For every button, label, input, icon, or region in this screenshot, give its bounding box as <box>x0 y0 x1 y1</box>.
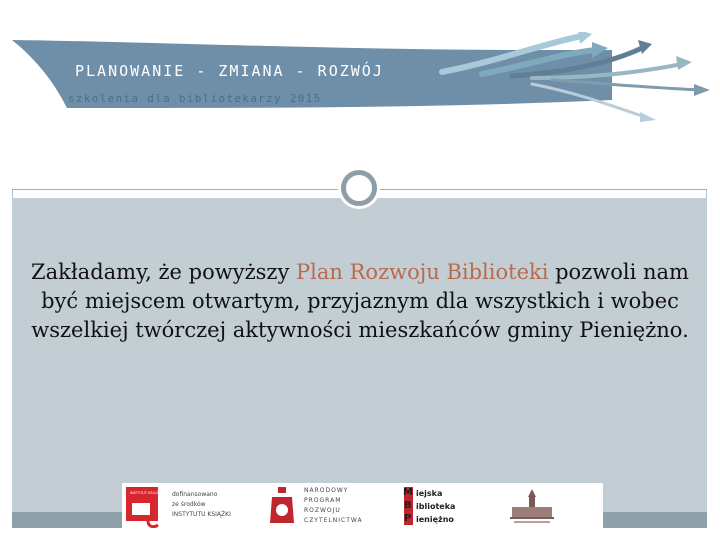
npr-line-2: PROGRAM <box>304 497 342 504</box>
mbp-letter-m: M <box>403 487 413 498</box>
ik-line-3: INSTYTUTU KSIĄŻKI <box>172 511 231 518</box>
mbp-line-2: iblioteka <box>416 502 456 511</box>
npr-emblem-icon <box>264 483 300 528</box>
gmina-building-logo <box>502 483 592 528</box>
statement-part-2: pozwoli nam być miejscem otwartym, przyjaznym dla wszystkich i wobec wszelkiej twórczej aktywności mieszkańców gminy Pieniężno. <box>31 260 689 342</box>
banner-subtitle: szkolenia dla bibliotekarzy 2015 <box>68 92 322 105</box>
statement-part-1: Zakładamy, że powyższy <box>31 260 297 284</box>
ik-box-text: INSTYTUT KSIĄŻKI <box>130 491 162 495</box>
instytut-ksiazki-logo <box>122 483 252 528</box>
sponsor-logo-strip <box>122 483 603 528</box>
narodowy-program-logo <box>264 483 384 528</box>
mbp-line-1: iejska <box>416 489 443 498</box>
mbp-line-3: ieniężno <box>416 515 454 524</box>
gmina-building-icon <box>502 483 562 528</box>
miejska-biblioteka-logo <box>404 483 494 528</box>
divider-circle-icon <box>341 170 377 206</box>
npr-line-4: CZYTELNICTWA <box>304 517 363 524</box>
mbp-letter-p: P <box>404 513 412 524</box>
statement-highlight: Plan Rozwoju Biblioteki <box>296 260 549 284</box>
npr-line-1: NARODOWY <box>304 487 349 494</box>
mbp-letter-b: B <box>404 500 412 511</box>
statement-text <box>22 258 698 345</box>
instytut-ksiazki-emblem-icon <box>122 483 166 528</box>
content-area <box>12 198 707 512</box>
banner-title: PLANOWANIE - ZMIANA - ROZWÓJ <box>75 62 384 80</box>
ik-line-1: dofinansowano <box>172 491 218 498</box>
npr-line-3: ROZWOJU <box>304 507 341 514</box>
ik-line-2: ze środków <box>172 501 206 508</box>
